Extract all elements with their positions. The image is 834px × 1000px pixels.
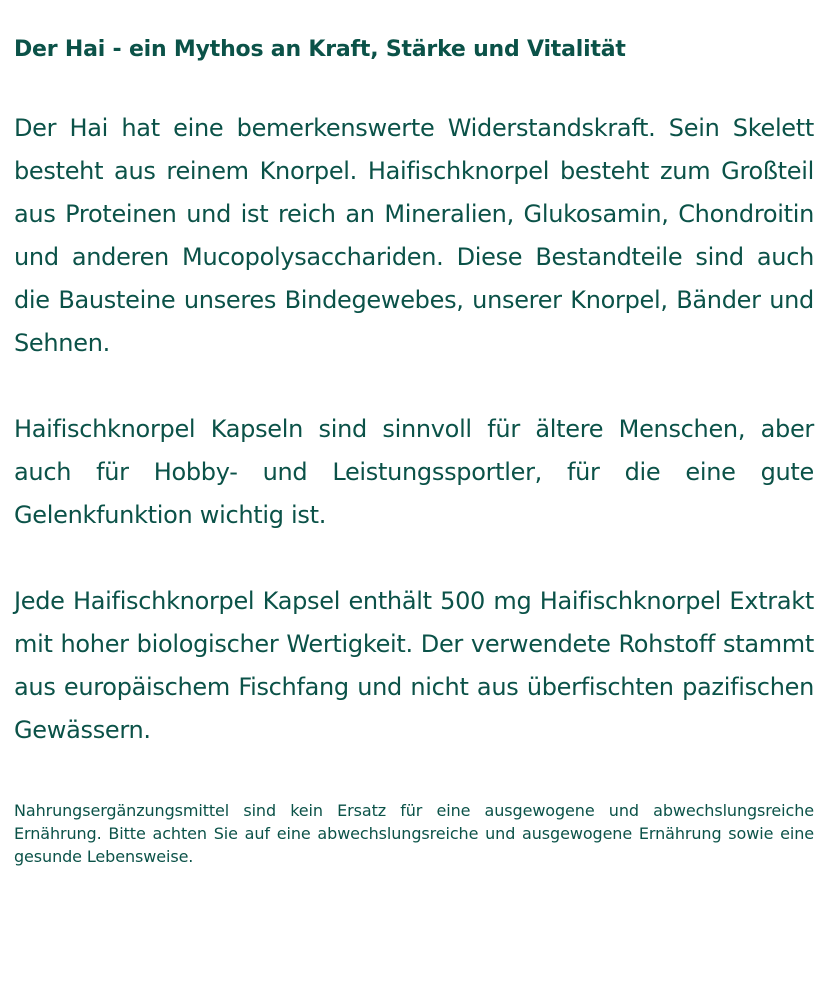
paragraph-shark-cartilage: Der Hai hat eine bemerkenswerte Widerstandskraft. Sein Skelett besteht aus reinem Knorpel. Haifischknorpel besteht zum Großteil aus Proteinen und ist reich an Mineralien, Glukosamin, Chondroitin und anderen Mucopolysacchariden. Diese Bestandteile sind auch die Bausteine unseres Bindegewebes, unserer Knorpel, Bänder und Sehnen. — [14, 114, 814, 357]
paragraph-target-group: Haifischknorpel Kapseln sind sinnvoll für ältere Menschen, aber auch für Hobby- und Leistungssportler, für die eine gute Gelenkfunktion wichtig ist. — [14, 415, 814, 529]
supplement-disclaimer: Nahrungsergänzungsmittel sind kein Ersatz für eine ausgewogene und abwechslungsreiche Ernährung. Bitte achten Sie auf eine abwechslungsreiche und ausgewogene Ernährung sowie eine gesunde Lebensweise. — [14, 801, 814, 866]
paragraph-capsule-content: Jede Haifischknorpel Kapsel enthält 500 mg Haifischknorpel Extrakt mit hoher biologischer Wertigkeit. Der verwendete Rohstoff stammt aus europäischem Fischfang und nicht aus überfischten pazifischen Gewässern. — [14, 587, 814, 744]
product-description — [14, 30, 814, 868]
headline: Der Hai - ein Mythos an Kraft, Stärke und Vitalität — [14, 37, 626, 62]
